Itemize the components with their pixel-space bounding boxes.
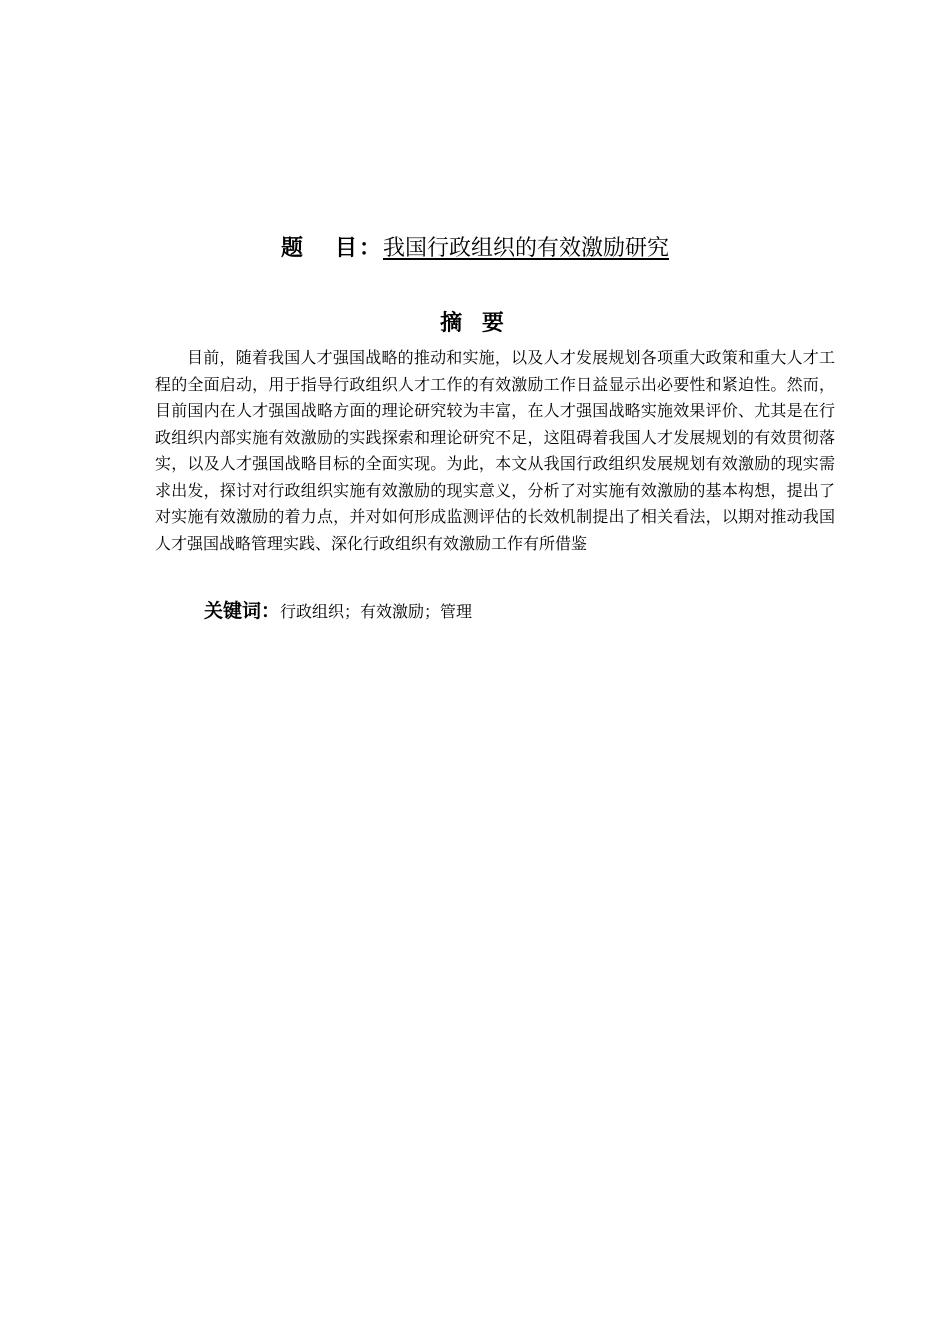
abstract-body: 目前，随着我国人才强国战略的推动和实施，以及人才发展规划各项重大政策和重大人才工程的全面启动，用于指导行政组织人才工作的有效激励工作日益显示出必要性和紧迫性。然而，目前国内在人才强国战略方面的理论研究较为丰富，在人才强国战略实施效果评价、尤其是在行政组织内部实施有效激励的实践探索和理论研究不足，这阻碍着我国人才发展规划的有效贯彻落实，以及人才强国战略目标的全面实现。为此，本文从我国行政组织发展规划有效激励的现实需求出发，探讨对行政组织实施有效激励的现实意义，分析了对实施有效激励的基本构想，提出了对实施有效激励的着力点，并对如何形成监测评估的长效机制提出了相关看法，以期对推动我国人才强国战略管理实践、深化行政组织有效激励工作有所借鉴 [155, 348, 835, 553]
keywords-row [204, 596, 472, 627]
paper-title: 我国行政组织的有效激励研究 [383, 236, 670, 261]
paper-title-row [0, 232, 950, 266]
title-label [281, 236, 383, 261]
keywords-value: 行政组织；有效激励；管理 [280, 602, 473, 621]
title-label-part1: 题 [280, 236, 305, 261]
keywords-label: 关键词： [204, 600, 281, 622]
abstract-heading: 摘 要 [440, 311, 510, 336]
title-label-part2: 目： [334, 236, 383, 261]
